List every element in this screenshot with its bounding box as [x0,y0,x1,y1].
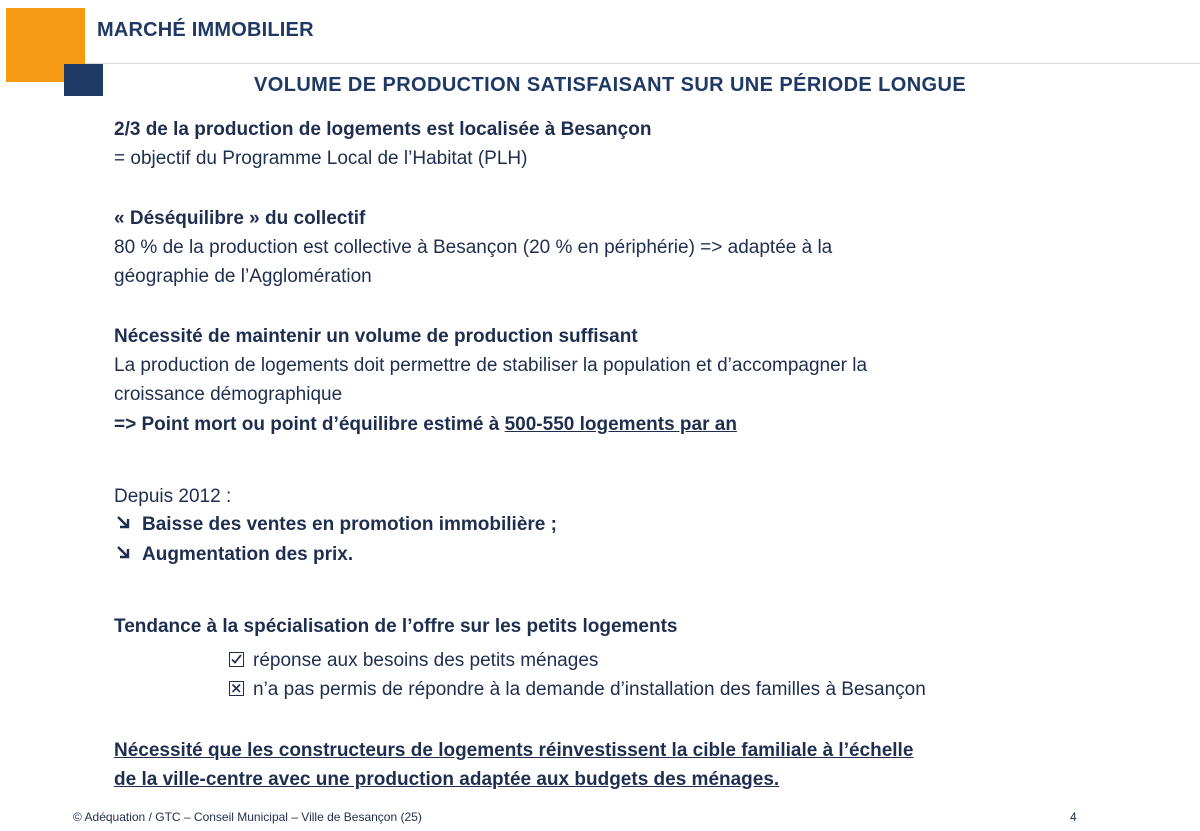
list-item [116,514,557,536]
block3-line1: La production de logements doit permettre de stabiliser la population et d’accompagner la [114,355,868,376]
block3-point [114,410,737,439]
point-prefix: => Point mort ou point d’équilibre estimé à [114,414,505,435]
footer-copyright: © Adéquation / GTC – Conseil Municipal – Ville de Besançon (25) [73,810,422,824]
navy-decor-block [64,64,103,96]
block2-line1: 80 % de la production est collective à Besançon (20 % en périphérie) => adaptée à la [114,237,833,258]
check-yes-label: réponse aux besoins des petits ménages [253,650,599,671]
block2-line2: géographie de l’Agglomération [114,266,372,287]
page-number: 4 [1070,810,1077,824]
list-item [116,544,353,566]
checkbox-crossed-icon [229,681,244,696]
arrow-down-right-icon [116,544,142,566]
point-value: 500-550 logements par an [504,414,737,435]
block5-title: Tendance à la spécialisation de l’offre sur les petits logements [114,616,678,637]
check-no-label: n’a pas permis de répondre à la demande d’installation des familles à Besançon [253,679,926,700]
conclusion-line1: Nécessité que les constructeurs de logements réinvestissent la cible familiale à l’échelle [114,740,914,761]
block4-intro: Depuis 2012 : [114,486,232,507]
block3-title: Nécessité de maintenir un volume de production suffisant [114,326,638,347]
conclusion-line2: de la ville-centre avec une production adaptée aux budgets des ménages. [114,769,780,790]
check-item-yes [229,650,598,672]
slide-subtitle: VOLUME DE PRODUCTION SATISFAISANT SUR UNE PÉRIODE LONGUE [254,74,967,96]
block2-title: « Déséquilibre » du collectif [114,208,366,229]
header-divider [85,63,1200,64]
block3-line2: croissance démographique [114,384,343,405]
checkbox-checked-icon [229,652,244,667]
section-title: MARCHÉ IMMOBILIER [97,19,314,41]
arrow-down-right-icon [116,514,142,536]
list-item-label: Augmentation des prix. [142,544,354,565]
list-item-label: Baisse des ventes en promotion immobilière ; [142,514,557,535]
block1-title: 2/3 de la production de logements est localisée à Besançon [114,119,652,140]
block1-text: = objectif du Programme Local de l’Habitat (PLH) [114,148,528,169]
check-item-no [229,679,926,701]
